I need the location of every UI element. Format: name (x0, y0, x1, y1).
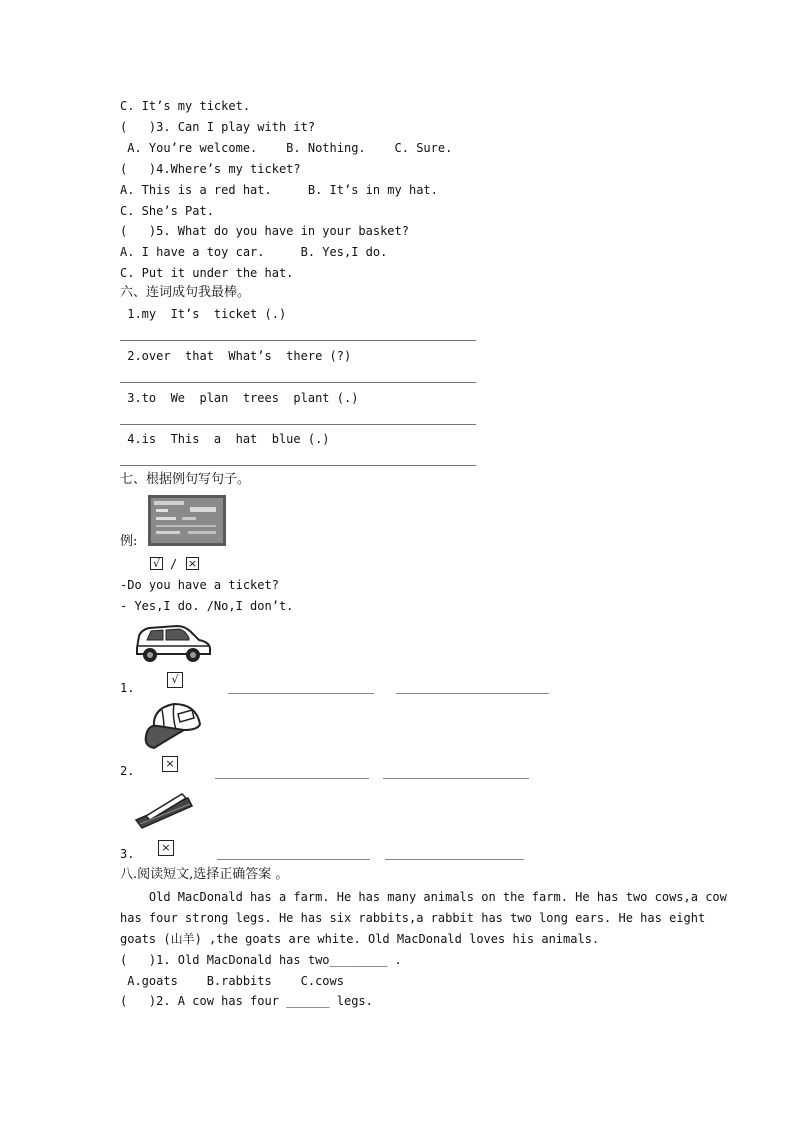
option-line: A. This is a red hat. B. It’s in my hat. (120, 183, 438, 197)
ruler-picture (134, 790, 196, 832)
check-box: √ (167, 672, 183, 688)
question-line: ( )2. A cow has four ______ legs. (120, 994, 373, 1008)
item-number: 1. (120, 681, 135, 695)
option-line: A.goats B.rabbits C.cows (120, 974, 344, 988)
answer-line[interactable] (120, 340, 476, 341)
cross-box: × (162, 756, 178, 772)
slash-separator: / (170, 557, 178, 571)
answer-line[interactable] (120, 424, 476, 425)
item-number: 3. (120, 847, 135, 861)
option-line: A. I have a toy car. B. Yes,I do. (120, 245, 388, 259)
answer-blank[interactable] (217, 859, 370, 860)
example-question: -Do you have a ticket? (120, 578, 279, 592)
answer-line[interactable] (120, 382, 476, 383)
section-title: 六、连词成句我最棒。 (120, 285, 251, 300)
passage-line: goats (山羊) ,the goats are white. Old MacDonald loves his animals. (120, 932, 600, 946)
word-order-item: 1.my It’s ticket (.) (120, 307, 287, 321)
answer-blank[interactable] (383, 778, 529, 779)
check-box: √ (150, 557, 163, 570)
example-answer: - Yes,I do. /No,I don’t. (120, 599, 294, 613)
car-picture (133, 618, 213, 664)
question-line: ( )1. Old MacDonald has two________ . (120, 953, 402, 967)
answer-blank[interactable] (228, 693, 374, 694)
answer-blank[interactable] (396, 693, 549, 694)
section-title: 八.阅读短文,选择正确答案 。 (120, 867, 289, 882)
option-line: C. She’s Pat. (120, 204, 214, 218)
item-number: 2. (120, 764, 135, 778)
answer-blank[interactable] (215, 778, 369, 779)
example-label: 例: (120, 534, 138, 549)
cross-box: × (187, 557, 198, 570)
cap-picture (140, 700, 204, 752)
question-line: ( )4.Where’s my ticket? (120, 162, 301, 176)
option-line: C. It’s my ticket. (120, 99, 251, 113)
answer-blank[interactable] (385, 859, 524, 860)
passage-line: Old MacDonald has a farm. He has many animals on the farm. He has two cows,a cow (120, 890, 727, 904)
question-line: ( )3. Can I play with it? (120, 120, 316, 134)
section-title: 七、根据例句写句子。 (120, 472, 251, 487)
cross-box: × (158, 840, 174, 856)
option-line: C. Put it under the hat. (120, 266, 294, 280)
word-order-item: 4.is This a hat blue (.) (120, 432, 330, 446)
word-order-item: 3.to We plan trees plant (.) (120, 391, 359, 405)
answer-line[interactable] (120, 465, 476, 466)
option-line: A. You’re welcome. B. Nothing. C. Sure. (120, 141, 453, 155)
question-line: ( )5. What do you have in your basket? (120, 224, 409, 238)
word-order-item: 2.over that What’s there (?) (120, 349, 352, 363)
passage-line: has four strong legs. He has six rabbits,a rabbit has two long ears. He has eight (120, 911, 706, 925)
ticket-picture (148, 495, 226, 546)
